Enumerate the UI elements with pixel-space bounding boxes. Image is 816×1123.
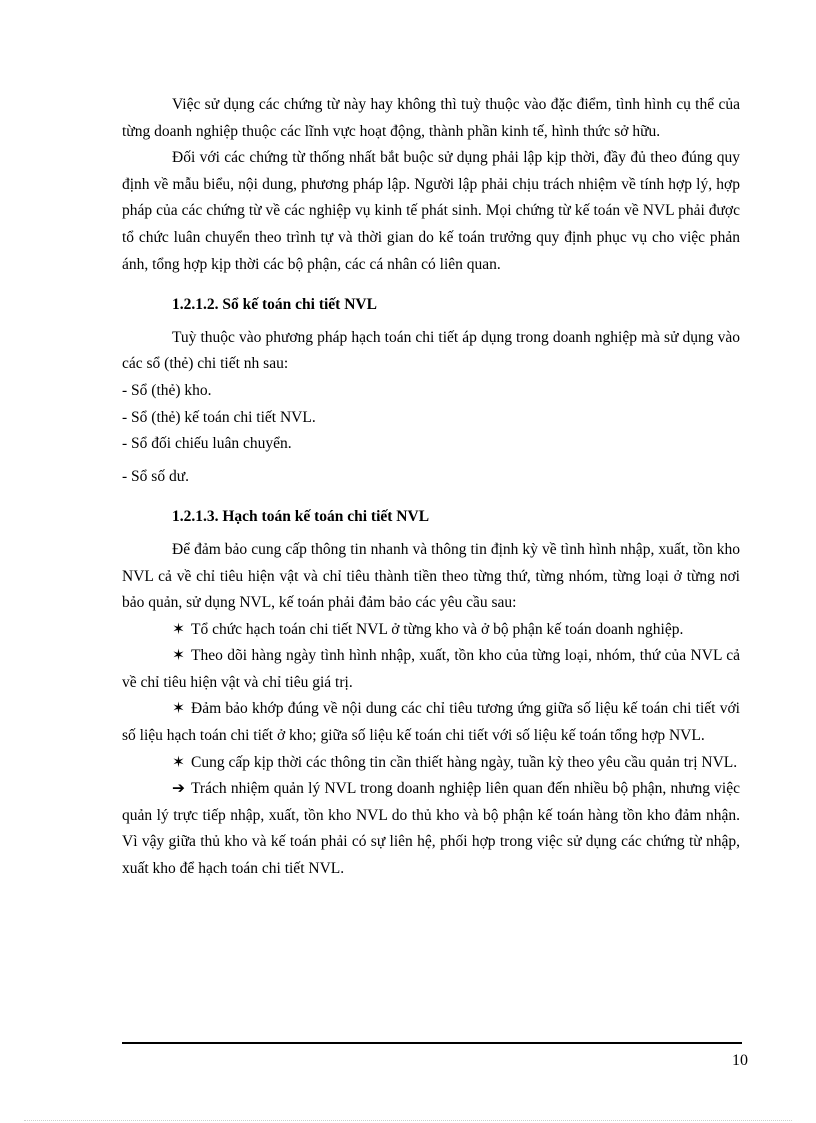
- paragraph-4: Để đảm bảo cung cấp thông tin nhanh và thông tin định kỳ về tình hình nhập, xuất, tồn kho NVL cả về chỉ tiêu hiện vật và chỉ tiêu thành tiền theo từng thứ, từng nhóm, từng loại ở từng nơi bảo quản, sử dụng NVL, kế toán phải đảm bảo các yêu cầu sau:: [122, 540, 740, 612]
- bullet-item-4: [122, 750, 740, 777]
- paragraph-1: Việc sử dụng các chứng từ này hay không thì tuỳ thuộc vào đặc điểm, tình hình cụ thể của từng doanh nghiệp thuộc các lĩnh vực hoạt động, thành phần kinh tế, hình thức sở hữu.: [122, 96, 740, 140]
- footer-rule: [122, 1042, 742, 1044]
- list-item-1: - Sổ (thẻ) kho.: [122, 381, 212, 399]
- star-bullet-icon: ✶: [172, 700, 185, 718]
- star-bullet-icon: ✶: [172, 647, 185, 665]
- bullet-text: Theo dõi hàng ngày tình hình nhập, xuất, tồn kho của từng loại, nhóm, thứ của NVL cả về chỉ tiêu hiện vật và chỉ tiêu giá trị.: [122, 647, 740, 691]
- conclusion-paragraph: [122, 776, 740, 882]
- bullet-item-2: [122, 643, 740, 696]
- star-bullet-icon: ✶: [172, 620, 185, 638]
- bullet-text: Tổ chức hạch toán chi tiết NVL ở từng kho và ở bộ phận kế toán doanh nghiệp.: [191, 620, 684, 638]
- list-item-3: - Sổ đối chiếu luân chuyển.: [122, 435, 292, 453]
- bullet-item-3: [122, 696, 740, 749]
- page-number: 10: [732, 1052, 748, 1069]
- bullet-text: Đảm bảo khớp đúng về nội dung các chỉ tiêu tương ứng giữa số liệu kế toán chi tiết với số liệu hạch toán chi tiết ở kho; giữa số liệu kế toán chi tiết với số liệu kế toán tổng hợp NVL.: [122, 700, 740, 745]
- bullet-item-1: [122, 617, 740, 644]
- section-heading-1-2-1-2: 1.2.1.2. Sổ kế toán chi tiết NVL: [172, 296, 377, 314]
- conclusion-text: Trách nhiệm quản lý NVL trong doanh nghiệp liên quan đến nhiều bộ phận, nhưng việc quản lý trực tiếp nhập, xuất, tồn kho NVL do thủ kho và bộ phận kế toán hàng tồn kho đảm nhận. Vì vậy giữa thủ kho và kế toán phải có sự liên hệ, phối hợp trong việc sử dụng các chứng từ nhập, xuất kho để hạch toán chi tiết NVL.: [122, 780, 740, 878]
- page-bottom-border: [24, 1120, 792, 1121]
- section-heading-1-2-1-3: 1.2.1.3. Hạch toán kế toán chi tiết NVL: [172, 508, 430, 526]
- list-item-2: - Sổ (thẻ) kế toán chi tiết NVL.: [122, 408, 316, 426]
- list-item-4: - Sổ số dư.: [122, 467, 189, 485]
- arrow-right-icon: ➔: [172, 780, 185, 798]
- paragraph-2: Đối với các chứng từ thống nhất bắt buộc sử dụng phải lập kịp thời, đầy đủ theo đúng quy định về mẫu biểu, nội dung, phương pháp lập. Người lập phải chịu trách nhiệm về tính hợp lý, hợp pháp của các chứng từ về các nghiệp vụ kinh tế phát sinh. Mọi chứng từ kế toán về NVL phải được tổ chức luân chuyển theo trình tự và thời gian do kế toán trưởng quy định phục vụ cho việc phản ánh, tổng hợp kịp thời các bộ phận, các cá nhân có liên quan.: [122, 149, 740, 273]
- document-body: [122, 92, 740, 883]
- paragraph-3: Tuỳ thuộc vào phương pháp hạch toán chi tiết áp dụng trong doanh nghiệp mà sử dụng vào các sổ (thẻ) chi tiết nh sau:: [122, 328, 740, 373]
- bullet-text: Cung cấp kịp thời các thông tin cần thiết hàng ngày, tuần kỳ theo yêu cầu quản trị NVL.: [191, 753, 738, 771]
- star-bullet-icon: ✶: [172, 753, 185, 771]
